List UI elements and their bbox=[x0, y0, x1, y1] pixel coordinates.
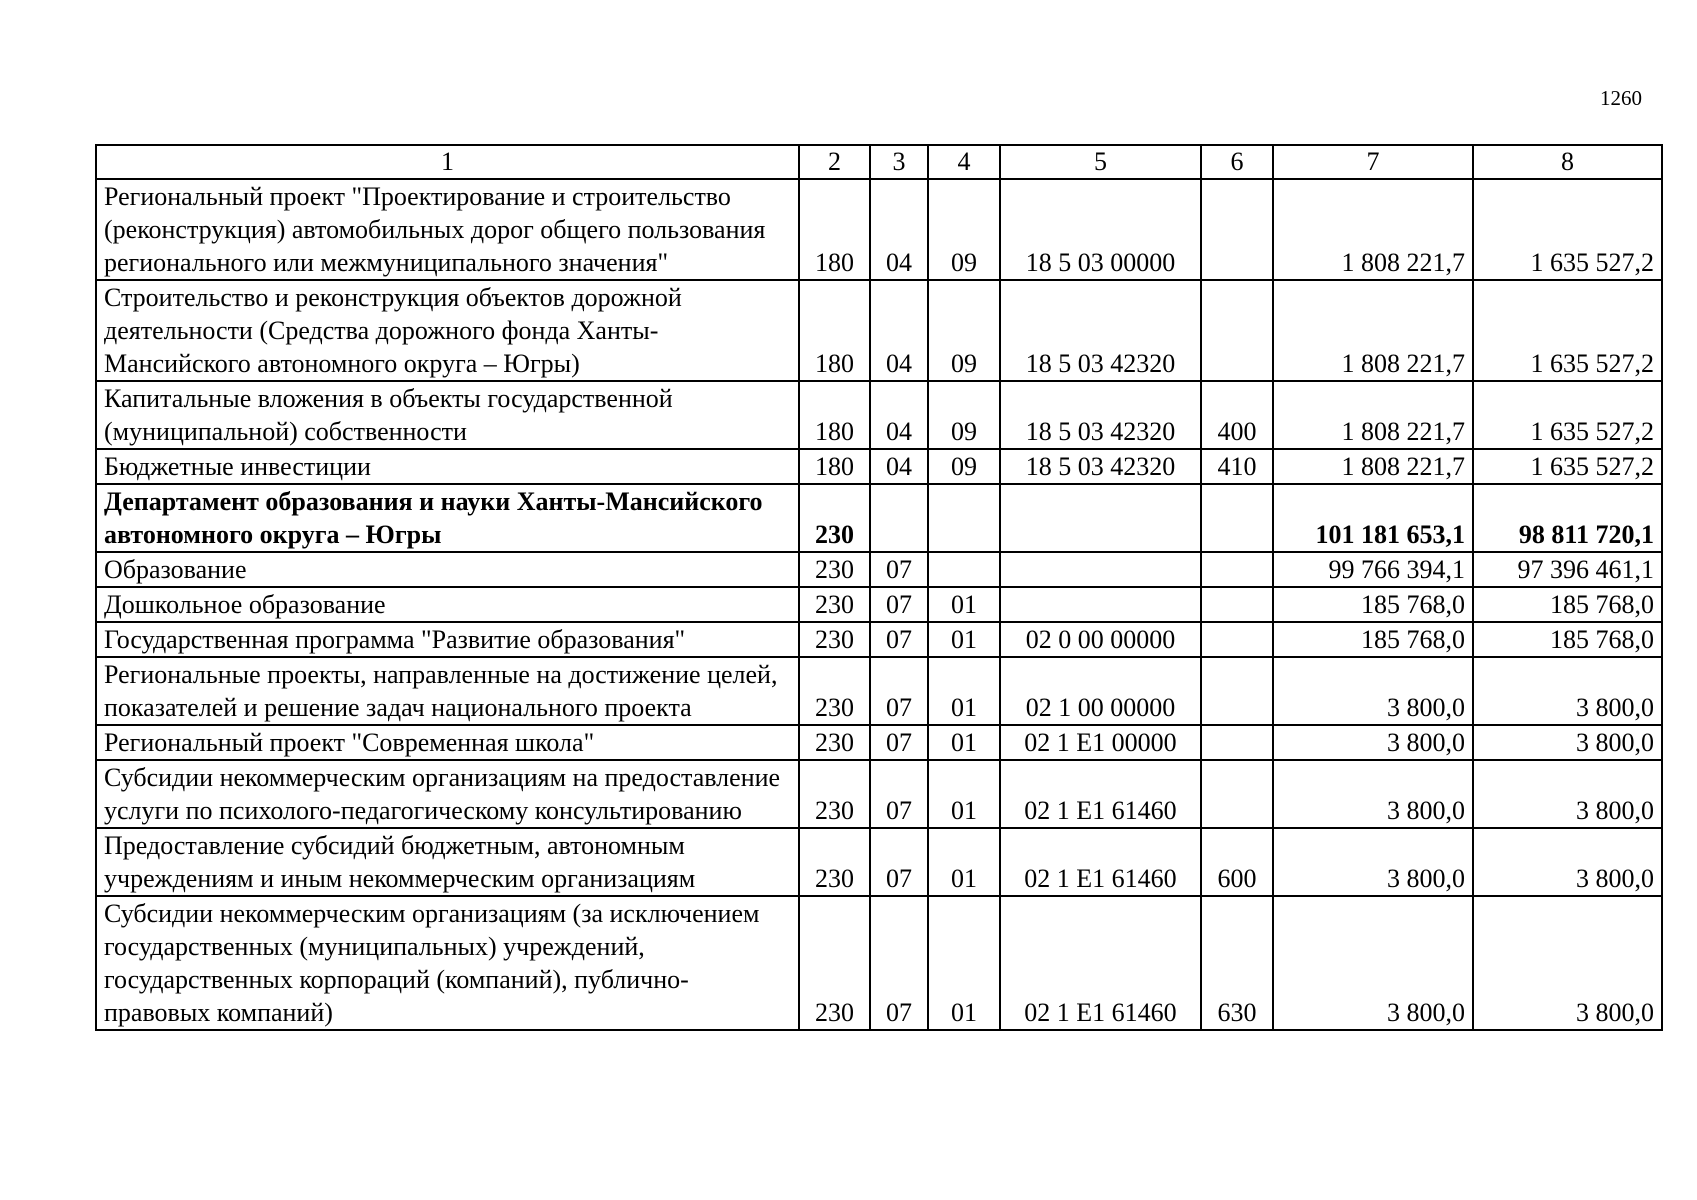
row-col6-cell: 600 bbox=[1201, 828, 1273, 896]
row-col3-cell: 07 bbox=[870, 657, 928, 725]
row-col7-cell: 185 768,0 bbox=[1273, 622, 1473, 657]
table-row bbox=[96, 896, 1662, 1030]
row-col3-cell: 07 bbox=[870, 725, 928, 760]
row-col5-cell: 18 5 03 42320 bbox=[1000, 381, 1201, 449]
row-name-cell: Региональный проект "Современная школа" bbox=[96, 725, 799, 760]
table-row bbox=[96, 587, 1662, 622]
row-col6-cell bbox=[1201, 587, 1273, 622]
row-col5-cell: 18 5 03 42320 bbox=[1000, 449, 1201, 484]
row-col8-cell: 3 800,0 bbox=[1473, 896, 1662, 1030]
row-col2-cell: 180 bbox=[799, 280, 870, 381]
row-col6-cell bbox=[1201, 725, 1273, 760]
row-col7-cell: 1 808 221,7 bbox=[1273, 449, 1473, 484]
table-row bbox=[96, 280, 1662, 381]
row-col6-cell bbox=[1201, 552, 1273, 587]
row-col3-cell bbox=[870, 484, 928, 552]
row-col3-cell: 07 bbox=[870, 587, 928, 622]
row-col5-cell: 02 1 00 00000 bbox=[1000, 657, 1201, 725]
row-name-cell: Региональный проект "Проектирование и строительство (реконструкция) автомобильных дорог общего пользования регионального или межмуниципального значения" bbox=[96, 179, 799, 280]
row-name-cell: Субсидии некоммерческим организациям на предоставление услуги по психолого-педагогическому консультированию bbox=[96, 760, 799, 828]
row-col2-cell: 230 bbox=[799, 760, 870, 828]
row-col4-cell: 01 bbox=[928, 896, 1000, 1030]
row-col8-cell: 3 800,0 bbox=[1473, 657, 1662, 725]
row-col8-cell: 98 811 720,1 bbox=[1473, 484, 1662, 552]
row-col2-cell: 180 bbox=[799, 179, 870, 280]
row-col4-cell: 09 bbox=[928, 449, 1000, 484]
table-row bbox=[96, 381, 1662, 449]
row-col7-cell: 1 808 221,7 bbox=[1273, 179, 1473, 280]
row-col7-cell: 3 800,0 bbox=[1273, 896, 1473, 1030]
header-col-3: 3 bbox=[870, 145, 928, 179]
row-col5-cell: 18 5 03 00000 bbox=[1000, 179, 1201, 280]
header-col-1: 1 bbox=[96, 145, 799, 179]
row-col7-cell: 3 800,0 bbox=[1273, 657, 1473, 725]
row-col4-cell: 01 bbox=[928, 725, 1000, 760]
row-col3-cell: 07 bbox=[870, 828, 928, 896]
row-col8-cell: 185 768,0 bbox=[1473, 587, 1662, 622]
row-col7-cell: 1 808 221,7 bbox=[1273, 280, 1473, 381]
table-row bbox=[96, 179, 1662, 280]
row-col2-cell: 230 bbox=[799, 622, 870, 657]
row-col7-cell: 3 800,0 bbox=[1273, 760, 1473, 828]
row-col4-cell: 01 bbox=[928, 622, 1000, 657]
table-row bbox=[96, 725, 1662, 760]
row-col4-cell: 01 bbox=[928, 828, 1000, 896]
row-col5-cell bbox=[1000, 484, 1201, 552]
row-col2-cell: 230 bbox=[799, 725, 870, 760]
row-col2-cell: 230 bbox=[799, 587, 870, 622]
row-col8-cell: 1 635 527,2 bbox=[1473, 179, 1662, 280]
row-col5-cell: 18 5 03 42320 bbox=[1000, 280, 1201, 381]
row-col7-cell: 99 766 394,1 bbox=[1273, 552, 1473, 587]
row-name-cell: Строительство и реконструкция объектов дорожной деятельности (Средства дорожного фонда Ханты-Мансийского автономного округа – Югры) bbox=[96, 280, 799, 381]
table-row bbox=[96, 828, 1662, 896]
row-col7-cell: 3 800,0 bbox=[1273, 828, 1473, 896]
row-col5-cell: 02 1 E1 61460 bbox=[1000, 760, 1201, 828]
row-col7-cell: 1 808 221,7 bbox=[1273, 381, 1473, 449]
table-body bbox=[96, 179, 1662, 1030]
header-col-8: 8 bbox=[1473, 145, 1662, 179]
row-col4-cell: 09 bbox=[928, 280, 1000, 381]
row-col3-cell: 07 bbox=[870, 552, 928, 587]
row-name-cell: Департамент образования и науки Ханты-Мансийского автономного округа – Югры bbox=[96, 484, 799, 552]
row-col5-cell: 02 1 E1 61460 bbox=[1000, 828, 1201, 896]
row-col8-cell: 3 800,0 bbox=[1473, 725, 1662, 760]
row-col5-cell: 02 1 E1 61460 bbox=[1000, 896, 1201, 1030]
row-col6-cell: 410 bbox=[1201, 449, 1273, 484]
row-col8-cell: 185 768,0 bbox=[1473, 622, 1662, 657]
row-col3-cell: 04 bbox=[870, 179, 928, 280]
row-col7-cell: 101 181 653,1 bbox=[1273, 484, 1473, 552]
row-col4-cell: 01 bbox=[928, 657, 1000, 725]
page-number: 1260 bbox=[1600, 86, 1642, 110]
row-col2-cell: 230 bbox=[799, 828, 870, 896]
table-row bbox=[96, 484, 1662, 552]
header-row bbox=[96, 145, 1662, 179]
row-col6-cell bbox=[1201, 484, 1273, 552]
row-col7-cell: 3 800,0 bbox=[1273, 725, 1473, 760]
row-col6-cell bbox=[1201, 179, 1273, 280]
header-col-7: 7 bbox=[1273, 145, 1473, 179]
row-col4-cell bbox=[928, 484, 1000, 552]
row-col2-cell: 180 bbox=[799, 381, 870, 449]
row-col4-cell: 01 bbox=[928, 587, 1000, 622]
row-col8-cell: 3 800,0 bbox=[1473, 760, 1662, 828]
row-col6-cell bbox=[1201, 657, 1273, 725]
row-name-cell: Предоставление субсидий бюджетным, автономным учреждениям и иным некоммерческим организациям bbox=[96, 828, 799, 896]
header-col-2: 2 bbox=[799, 145, 870, 179]
row-col2-cell: 230 bbox=[799, 896, 870, 1030]
header-col-5: 5 bbox=[1000, 145, 1201, 179]
row-col5-cell: 02 0 00 00000 bbox=[1000, 622, 1201, 657]
row-col3-cell: 07 bbox=[870, 760, 928, 828]
row-col5-cell bbox=[1000, 587, 1201, 622]
row-col6-cell bbox=[1201, 280, 1273, 381]
table-row bbox=[96, 622, 1662, 657]
row-name-cell: Образование bbox=[96, 552, 799, 587]
row-col6-cell: 400 bbox=[1201, 381, 1273, 449]
row-name-cell: Региональные проекты, направленные на достижение целей, показателей и решение задач национального проекта bbox=[96, 657, 799, 725]
row-col3-cell: 04 bbox=[870, 381, 928, 449]
header-col-6: 6 bbox=[1201, 145, 1273, 179]
row-col3-cell: 07 bbox=[870, 622, 928, 657]
row-col3-cell: 04 bbox=[870, 449, 928, 484]
row-col2-cell: 180 bbox=[799, 449, 870, 484]
row-col8-cell: 1 635 527,2 bbox=[1473, 449, 1662, 484]
table-row bbox=[96, 449, 1662, 484]
header-col-4: 4 bbox=[928, 145, 1000, 179]
row-col4-cell: 09 bbox=[928, 179, 1000, 280]
row-name-cell: Дошкольное образование bbox=[96, 587, 799, 622]
row-col4-cell bbox=[928, 552, 1000, 587]
row-col2-cell: 230 bbox=[799, 552, 870, 587]
row-col5-cell bbox=[1000, 552, 1201, 587]
row-col3-cell: 07 bbox=[870, 896, 928, 1030]
row-col8-cell: 1 635 527,2 bbox=[1473, 280, 1662, 381]
row-col4-cell: 09 bbox=[928, 381, 1000, 449]
row-col8-cell: 1 635 527,2 bbox=[1473, 381, 1662, 449]
table-row bbox=[96, 760, 1662, 828]
row-col2-cell: 230 bbox=[799, 657, 870, 725]
row-col2-cell: 230 bbox=[799, 484, 870, 552]
row-col6-cell bbox=[1201, 760, 1273, 828]
budget-table bbox=[95, 144, 1663, 1031]
table-row bbox=[96, 552, 1662, 587]
row-col8-cell: 3 800,0 bbox=[1473, 828, 1662, 896]
row-col6-cell: 630 bbox=[1201, 896, 1273, 1030]
row-name-cell: Капитальные вложения в объекты государственной (муниципальной) собственности bbox=[96, 381, 799, 449]
row-col6-cell bbox=[1201, 622, 1273, 657]
row-col7-cell: 185 768,0 bbox=[1273, 587, 1473, 622]
row-col3-cell: 04 bbox=[870, 280, 928, 381]
row-col5-cell: 02 1 E1 00000 bbox=[1000, 725, 1201, 760]
table-header bbox=[96, 145, 1662, 179]
table-row bbox=[96, 657, 1662, 725]
row-name-cell: Субсидии некоммерческим организациям (за исключением государственных (муниципальных) учреждений, государственных корпораций (компаний), публично-правовых компаний) bbox=[96, 896, 799, 1030]
row-name-cell: Государственная программа "Развитие образования" bbox=[96, 622, 799, 657]
row-name-cell: Бюджетные инвестиции bbox=[96, 449, 799, 484]
row-col4-cell: 01 bbox=[928, 760, 1000, 828]
row-col8-cell: 97 396 461,1 bbox=[1473, 552, 1662, 587]
